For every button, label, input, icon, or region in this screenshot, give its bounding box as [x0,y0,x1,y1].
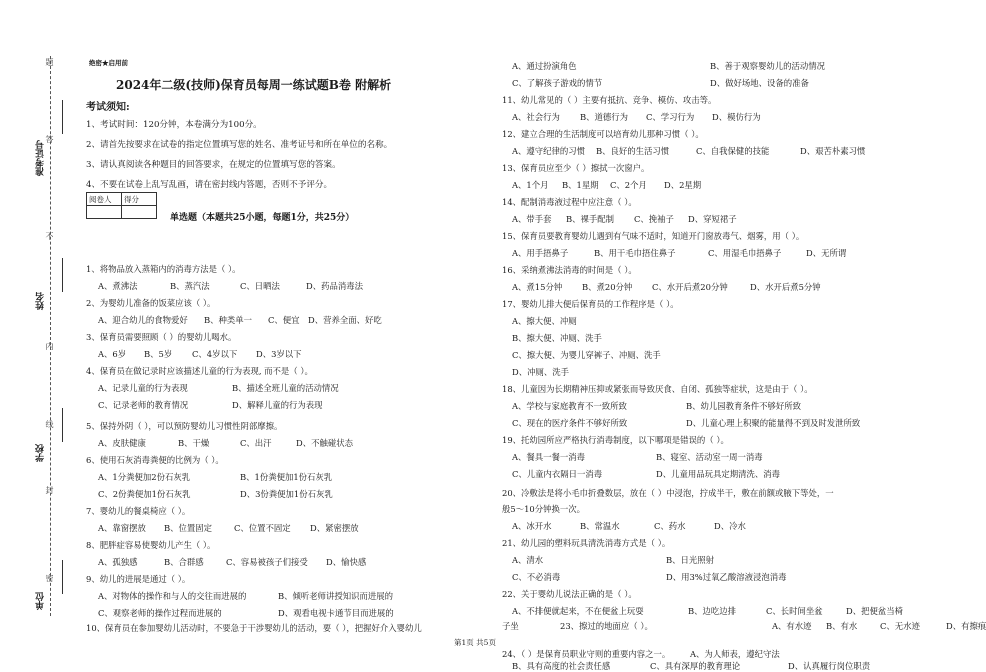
notice-heading: 考试须知: [86,102,130,113]
option[interactable]: D、营养全面、好吃 [308,315,382,325]
option[interactable]: B、用干毛巾捂住鼻子 [594,248,676,258]
option[interactable]: D、模仿行为 [712,112,761,122]
option[interactable]: A、清水 [512,555,544,565]
option[interactable]: A、用手捂鼻子 [512,248,569,258]
grader-header: 阅卷人 [87,193,122,206]
option[interactable]: A、靠窗摆放 [98,523,146,533]
seal-char: 答 [45,135,54,143]
option[interactable]: B、位置固定 [164,523,213,533]
school-field[interactable] [62,408,63,442]
question-continued: 般5～10分钟换一次。 [502,504,585,514]
option[interactable]: B、良好的生活习惯 [596,146,670,156]
option[interactable]: A、煮沸法 [98,281,138,291]
option[interactable]: B、擦大便、冲厕、洗手 [512,333,602,343]
question: 8、肥胖症容易使婴幼儿产生（ ）。 [86,540,216,550]
option[interactable]: D、做好场地、设备的准备 [710,78,809,88]
question: 5、保持外阴（ ），可以预防婴幼儿习惯性阴部摩擦。 [86,421,283,431]
option[interactable]: D、3岁以下 [256,349,302,359]
grader-cell[interactable] [87,206,122,219]
option[interactable]: B、合群感 [164,557,204,567]
notice-item: 4、不要在试卷上乱写乱画，请在密封线内答题，否则不予评分。 [86,180,333,190]
score-cell[interactable] [122,206,157,219]
option[interactable]: D、观看电视卡通节目而进展的 [278,608,394,618]
option[interactable]: B、裸手配制 [566,214,615,224]
option[interactable]: C、观察老师的操作过程而进展的 [98,608,222,618]
seal-char: 封 [45,486,54,494]
question: 13、保育员应至少（ ）擦拭一次窗户。 [502,163,650,173]
option[interactable]: A、对物体的操作和与人的交往而进展的 [98,591,247,601]
option[interactable]: B、道德行为 [580,112,629,122]
option[interactable]: C、具有深厚的教育理论 [650,661,741,671]
exam-number-label: 准考证号 [36,140,46,176]
option[interactable]: D、儿童用品玩具定期清洗、消毒 [656,469,780,479]
unit-label: 单位 [36,592,46,610]
notice-item: 2、请首先按要求在试卷的指定位置填写您的姓名、准考证号和所在单位的名称。 [86,140,393,150]
option[interactable]: B、煮20分钟 [582,282,633,292]
option[interactable]: C、容易被孩子们接受 [226,557,308,567]
option[interactable]: C、现在的医疗条件不够好所致 [512,418,628,428]
question: 1、将物品放入蒸箱内的消毒方法是（ ）。 [86,264,241,274]
question: 18、儿童因为长期精神压抑或紧张而导致厌食、自闭、孤独等症状，这是由于（ ）。 [502,384,813,394]
option[interactable]: C、自我保健的技能 [696,146,770,156]
page-footer: 第1页 共5页 [454,638,496,647]
option[interactable]: A、擦大便、冲厕 [512,316,577,326]
option[interactable]: D、紧密摆放 [310,523,359,533]
option[interactable]: A、冰开水 [512,521,552,531]
question: 21、幼儿园的塑料玩具清洗消毒方式是（ ）。 [502,538,671,548]
option[interactable]: A、煮15分钟 [512,282,563,292]
option[interactable]: B、1星期 [562,180,599,190]
option[interactable]: B、善于观察婴幼儿的活动情况 [710,61,826,71]
option[interactable]: B、描述全班儿童的活动情况 [232,383,339,393]
option[interactable]: C、了解孩子游戏的情节 [512,78,603,88]
option[interactable]: C、记录老师的教育情况 [98,400,189,410]
option[interactable]: C、便宜 [268,315,300,325]
option[interactable]: C、学习行为 [646,112,695,122]
option[interactable]: B、有水 [826,621,858,631]
option[interactable]: C、挽袖子 [634,214,674,224]
option[interactable]: B、干燥 [178,438,210,448]
option[interactable]: C、药水 [654,521,686,531]
option[interactable]: D、冲厕、洗手 [512,367,569,377]
option[interactable]: C、2个月 [610,180,647,190]
option[interactable]: D、用3%过氧乙酸溶液浸泡消毒 [666,572,787,582]
option[interactable]: A、学校与家庭教育不一致所致 [512,401,627,411]
option[interactable]: A、迎合幼儿的食物爱好 [98,315,188,325]
secret-mark: 绝密★启用前 [89,59,128,67]
score-table [86,192,157,219]
question: 2、为婴幼儿准备的饭菜应该（ ）。 [86,298,216,308]
question: 16、采纳煮沸法消毒的时间是（ ）。 [502,265,637,275]
option[interactable]: C、不必消毒 [512,572,561,582]
option[interactable]: D、把便盆当椅 [846,606,903,616]
option[interactable]: D、穿短裙子 [688,214,737,224]
option[interactable]: B、种类单一 [204,315,253,325]
option[interactable]: A、有水迹 [772,621,812,631]
question: 12、建立合理的生活制度可以培育幼儿那种习惯（ ）。 [502,129,704,139]
seal-char: 内 [45,342,54,350]
option[interactable]: C、擦大便、为婴儿穿裤子、冲厕、洗手 [512,350,661,360]
option[interactable]: A、遵守纪律的习惯 [512,146,586,156]
notice-item: 1、考试时间：120分钟，本卷满分为100分。 [86,120,262,130]
option[interactable]: C、2份粪便加1份石灰乳 [98,489,191,499]
option[interactable]: A、社会行为 [512,112,560,122]
question: 14、配制消毒液过程中应注意（ ）。 [502,197,637,207]
option[interactable]: B、1份粪便加1份石灰乳 [240,472,333,482]
option[interactable]: C、长时间坐盆 [766,606,823,616]
option[interactable]: D、无所谓 [806,248,847,258]
option[interactable]: C、水开后煮20分钟 [652,282,728,292]
seal-char: 题 [45,58,54,66]
question: 9、幼儿的进展是通过（ ）。 [86,574,191,584]
option[interactable]: B、常温水 [580,521,620,531]
option[interactable]: D、水开后煮5分钟 [750,282,821,292]
seal-char: 不 [45,232,54,240]
question: 11、幼儿常见的（ ）主要有抵抗、竞争、模仿、攻击等。 [502,95,717,105]
option[interactable]: B、5岁 [144,349,173,359]
question: 20、冷敷法是将小毛巾折叠数层，放在（ ）中浸泡，拧成半干，敷在前额或腋下等处，一 [502,488,834,498]
option[interactable]: C、无水迹 [880,621,920,631]
score-header: 得分 [122,193,157,206]
name-label: 姓名 [36,292,46,310]
question: 22、关于婴幼儿说法正确的是（ ）。 [502,589,637,599]
question: 6、使用石灰消毒粪便的比例为（ ）。 [86,455,224,465]
option[interactable]: D、不触碰状态 [296,438,353,448]
question: 3、保育员需要照顾（ ）的婴幼儿喝水。 [86,332,237,342]
question: 23、擦过的地面应（ ）。 [560,621,653,631]
option[interactable]: B、倾听老师讲授知识而进展的 [278,591,394,601]
option[interactable]: B、边吃边排 [688,606,737,616]
option[interactable]: D、艰苦朴素习惯 [800,146,866,156]
section-heading: 单选题（本题共25小题，每题1分，共25分） [170,213,355,223]
school-label: 学校 [36,444,46,462]
option[interactable]: C、位置不固定 [234,523,291,533]
option[interactable]: D、冷水 [714,521,746,531]
option[interactable]: A、6岁 [98,349,127,359]
unit-field[interactable] [62,560,63,594]
question: 17、婴幼儿排大便后保育员的工作程序是（ ）。 [502,299,679,309]
option[interactable]: D、儿童心理上积聚的能量得不到及时发泄所致 [686,418,861,428]
question: 15、保育员要教育婴幼儿遇到有气味不适时，知道开门窗放毒气、烟雾，用（ ）。 [502,231,805,241]
seal-char: 密 [45,574,54,582]
option[interactable]: A、皮肤健康 [98,438,146,448]
option[interactable]: A、餐具一餐一消毒 [512,452,586,462]
notice-item: 3、请认真阅读各种题目的回答要求，在规定的位置填写您的答案。 [86,160,341,170]
option[interactable]: B、蒸汽法 [170,281,210,291]
question: 24、（ ）是保育员职业守则的重要内容之一。 [502,649,671,659]
option[interactable]: C、日晒法 [240,281,280,291]
option[interactable]: A、孤独感 [98,557,138,567]
seal-char: 线 [45,420,54,428]
option[interactable]: A、1个月 [512,180,549,190]
option[interactable]: C、出汗 [240,438,272,448]
option-continued: 子坐 [502,621,519,631]
option[interactable]: A、带手套 [512,214,552,224]
option[interactable]: C、4岁以下 [192,349,238,359]
option[interactable]: D、2星期 [664,180,702,190]
option[interactable]: B、日光照射 [666,555,715,565]
option[interactable]: B、具有高度的社会责任感 [512,661,611,671]
option[interactable]: A、不排便就起来，不在便盆上玩耍 [512,606,644,616]
binding-strip [0,0,78,671]
option[interactable]: D、解释儿童的行为表现 [232,400,323,410]
option[interactable]: C、用湿毛巾捂鼻子 [708,248,782,258]
option[interactable]: C、儿童内衣隔日一消毒 [512,469,603,479]
option[interactable]: A、1分粪便加2份石灰乳 [98,472,191,482]
option[interactable]: D、药品消毒法 [306,281,363,291]
option[interactable]: A、为人师表，遵纪守法 [690,649,780,659]
exam-number-field[interactable] [62,100,63,134]
option[interactable]: D、愉快感 [326,557,367,567]
option[interactable]: D、3份粪便加1份石灰乳 [240,489,333,499]
option[interactable]: D、有擦痕 [946,621,986,631]
question: 7、婴幼儿的餐桌椅应（ ）。 [86,506,191,516]
option[interactable]: A、通过扮演角色 [512,61,577,71]
option[interactable]: A、记录儿童的行为表现 [98,383,188,393]
option[interactable]: B、寝室、活动室一周一消毒 [656,452,763,462]
page-title: 2024年二级(技师)保育员每周一练试题B卷 附解析 [116,78,392,92]
question: 19、托幼园所应严格执行消毒制度，以下哪项是错误的（ ）。 [502,435,729,445]
name-field[interactable] [62,258,63,292]
question: 10、保育员在参加婴幼儿活动时，不要急于干涉婴幼儿的活动，要（ ），把握好介入婴幼儿 [86,623,422,633]
question: 4、保育员在做记录时应该描述儿童的行为表现, 而不是（ ）。 [86,366,313,376]
option[interactable]: D、认真履行岗位职责 [788,661,871,671]
option[interactable]: B、幼儿园教育条件不够好所致 [686,401,802,411]
